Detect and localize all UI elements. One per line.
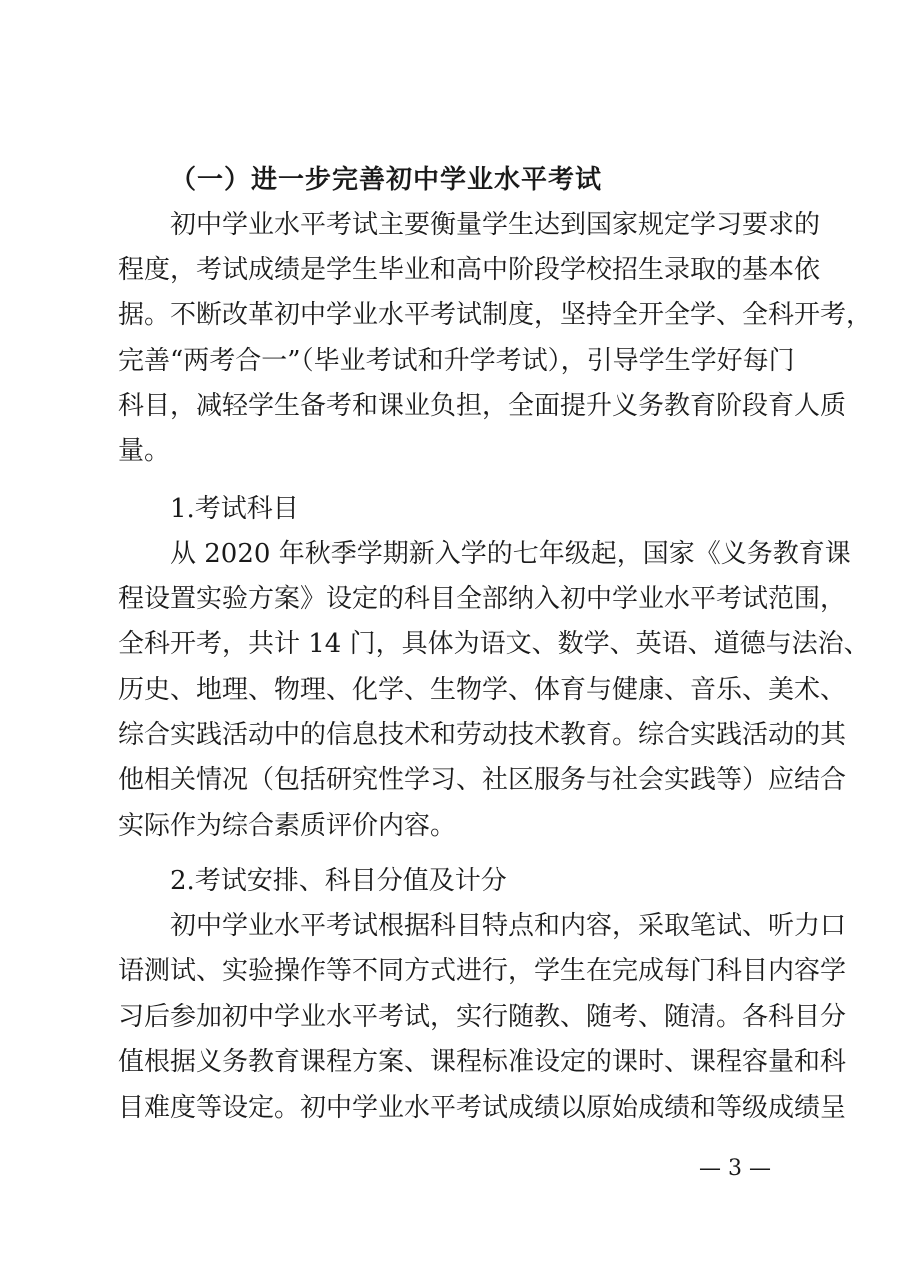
paragraph-line: 习后参加初中学业水平考试，实行随教、随考、随清。各科目分 bbox=[118, 1002, 847, 1032]
subsection-heading: 1.考试科目 bbox=[170, 494, 299, 524]
paragraph-line: 量。 bbox=[118, 436, 171, 466]
page-number: — 3 — bbox=[699, 1156, 771, 1181]
paragraph-line: 历史、地理、物理、化学、生物学、体育与健康、音乐、美术、 bbox=[118, 675, 847, 705]
paragraph-line: 实际作为综合素质评价内容。 bbox=[118, 811, 457, 841]
paragraph-line: 初中学业水平考试主要衡量学生达到国家规定学习要求的 bbox=[170, 210, 821, 240]
paragraph-line: 值根据义务教育课程方案、课程标准设定的课时、课程容量和科 bbox=[118, 1047, 847, 1077]
paragraph-line: 语测试、实验操作等不同方式进行，学生在完成每门科目内容学 bbox=[118, 956, 847, 986]
paragraph-line: 初中学业水平考试根据科目特点和内容，采取笔试、听力口 bbox=[170, 911, 847, 941]
paragraph-line: 综合实践活动中的信息技术和劳动技术教育。综合实践活动的其 bbox=[118, 720, 847, 750]
paragraph-line: 据。不断改革初中学业水平考试制度，坚持全开全学、全科开考， bbox=[118, 300, 873, 330]
subsection-heading: 2.考试安排、科目分值及计分 bbox=[170, 866, 507, 896]
paragraph-line: 科目，减轻学生备考和课业负担，全面提升义务教育阶段育人质 bbox=[118, 391, 847, 421]
section-heading: （一）进一步完善初中学业水平考试 bbox=[170, 165, 603, 195]
paragraph-line: 他相关情况（包括研究性学习、社区服务与社会实践等）应结合 bbox=[118, 765, 847, 795]
paragraph-line: 目难度等设定。初中学业水平考试成绩以原始成绩和等级成绩呈 bbox=[118, 1093, 847, 1123]
paragraph-line: 从 2020 年秋季学期新入学的七年级起，国家《义务教育课 bbox=[170, 539, 851, 569]
paragraph-line: 程设置实验方案》设定的科目全部纳入初中学业水平考试范围， bbox=[118, 584, 847, 614]
paragraph-line: 完善“两考合一”（毕业考试和升学考试），引导学生学好每门 bbox=[118, 346, 795, 376]
paragraph-line: 全科开考，共计 14 门，具体为语文、数学、英语、道德与法治、 bbox=[118, 629, 870, 659]
paragraph-line: 程度，考试成绩是学生毕业和高中阶段学校招生录取的基本依 bbox=[118, 255, 821, 285]
